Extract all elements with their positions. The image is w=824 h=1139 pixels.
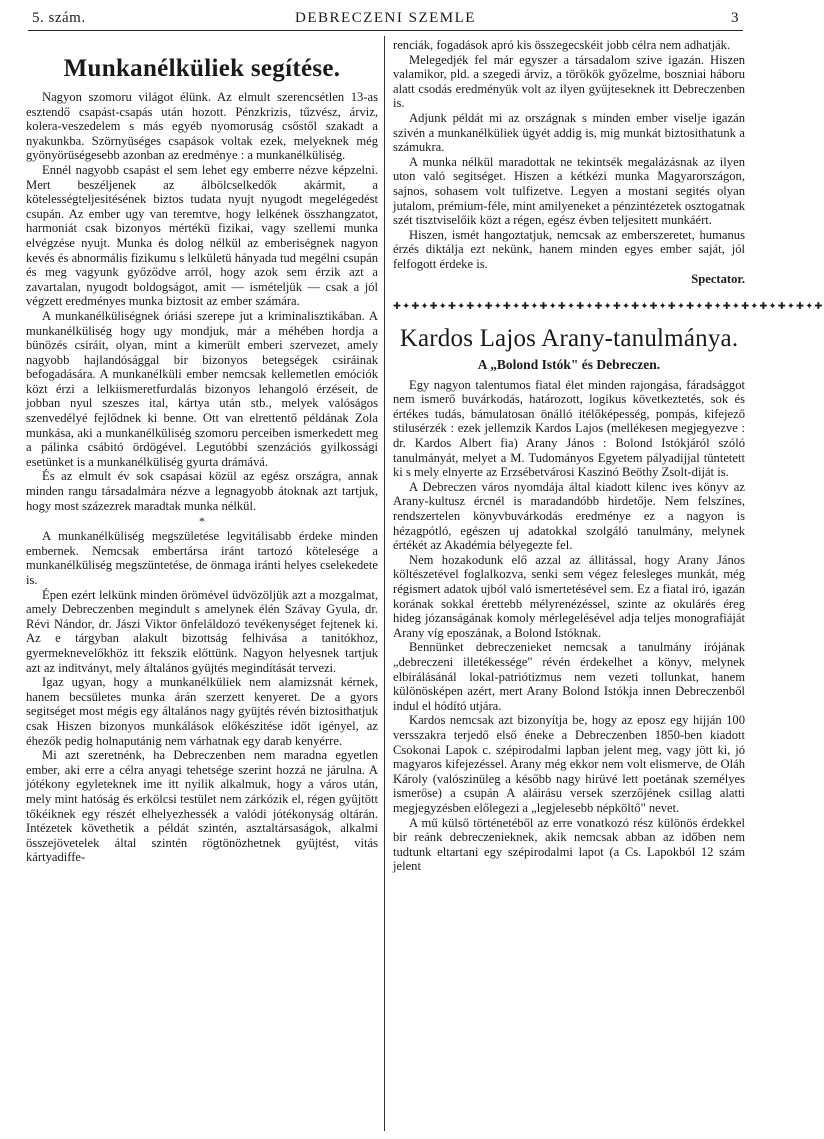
paragraph: És az elmult év sok csapásai közül az egész országra, annak minden rangu társadalmára nézve a legnagyobb átoknak azt tartjuk, hogy most százezrek maradtak munka nélkül. xyxy=(26,469,378,513)
issue-number: 5. szám. xyxy=(32,10,86,26)
paragraph: Egy nagyon talentumos fiatal élet minden rajongása, fáradsággot nem ismerő buvárkodás, határozott, logikus következtetés, sok és értékes tudás, bámulatosan önálló itélőképesség, pompás, kifejező stilusérzék : ezek jellemzik Kardos Lajos (mellékesen megjegyezve : dr. Kardos Albert fia) Arany János : Bolond Istókjáról szóló tanulmányát, melyet a M. Tudományos Egyetem pályadijjal tüntetett ki s mely elnyerte az Erzsébetvárosi Kaszinó Beöthy Zsolt-diját is. xyxy=(393,377,745,480)
ornamental-divider: ✚✦✚✦✚✦✚✦✚✦✚✦✚✦✚✦✚✦✚✦✚✦✚✦✚✦✚✦✚✦✚✦✚✦✚✦✚✦✚✦✚✦✚✦✚✦✚ xyxy=(393,302,824,313)
paragraph: Hiszen, ismét hangoztatjuk, nemcsak az emberszeretet, humanus érzés diktálja ezt nekünk, hanem minden egyes ember saját, jól felfogott érdeke is. xyxy=(393,227,745,271)
paragraph: Épen ezért lelkünk minden örömével üdvözöljük azt a mozgalmat, amely Debreczenben megindult s amelynek élén Szávay Gyula, dr. Révi Nándor, dr. Jászi Viktor önfeláldozó tevékenységet fejtenek ki. Az e tárgyban alakult bizottság felhivása a tanitókhoz, gyermeknevelőkhöz itt fekszik előttünk. Nagyon helyesnek tartjuk azt az inditványt, mely általános gyüjtés megindítását tervezi. xyxy=(26,587,378,675)
paragraph: Adjunk példát mi az országnak s minden ember viselje igazán szivén a munkanélküliek ügyét addig is, mig munkát biztosithatunk a számukra. xyxy=(393,110,745,155)
article-title-kardos: Kardos Lajos Arany-tanulmánya. xyxy=(399,325,739,353)
paragraph: A munkanélküliség megszületése legvitálisabb érdeke minden embernek. Nemcsak embertársa iránt tartozó kötelesége a munkanélküliség megszüntetése, de önmaga iránti helyes cselekedete is. xyxy=(26,529,378,587)
paragraph: Nagyon szomoru világot élünk. Az elmult szerencsétlen 13-as esztendő csapást-csapás után hozott. Pénzkrizis, tűzvész, árviz, kolera-veszedelem s más egyéb nyomoruság csőstől szakadt a nyakunkba. Szörnyüséges csapások voltak ezek, melyeknek még gyönyörüségesebb azonban az eredménye : a munkanélküliség. xyxy=(26,90,378,163)
page-header xyxy=(28,6,743,31)
article-title-unemployed: Munkanélküliek segítése. xyxy=(63,55,341,82)
right-column xyxy=(393,38,824,874)
paragraph: Kardos nemcsak azt bizonyítja be, hogy az eposz egy hijján 100 versszakra terjedő első éneke a Debreczenben 1850-ben kiadott Csokonai Lapok c. szépirodalmi lapban jelent meg, vagy jött ki, jó magyaros kifejezéssel. Arany még ekkor nem volt elismerve, de Oláh Károly (valószinüleg a később nagy hirüvé lett poetának személyes ismerőse) a csupán A aláirásu versek szerzőjének csillag alatti megjegyzésben előlegezi a „legjelesebb népköltő" nevet. xyxy=(393,713,745,815)
paragraph: Nem hozakodunk elő azzal az állitással, hogy Arany János költészetével foglalkozva, senki sem végez felesleges munkát, még régismert adatok ujból való ismertetésével sem. Ez a fiatal iró, igazán korának sokkal érettebb mélyrenézéssel, szinte az okulárés éreg hideg józanságának komoly mérlegelésével adja teljes monografiáját Arany víg eposzának, a Bolond Istóknak. xyxy=(393,552,745,640)
section-separator: * xyxy=(199,514,205,529)
page-number: 3 xyxy=(731,10,739,26)
paragraph: Ennél nagyobb csapást el sem lehet egy emberre nézve képzelni. Mert beszéljenek az álbölcselkedők akármit, a kötelességteljesitésének biztos tudata nyujt nyugodt megelégedést csupán. Az ember ugy van teremtve, hogy lelkének összhangzatot, harmoniát csak bizonyos mértékü fizikai, vagy szellemi munka elvégzése nyujt. Munka és dolog nélkül az emberiségnek nagyon kevés és abnormális fizikumu s lelkületü hányada tud megélni csupán és meg vagyunk győződve arról, hogy azok sem érzik azt a zavartalan, nyugodt boldogságot, amit — ismételjük — csak a jól végzett eredményes munka biztosit az ember számára. xyxy=(26,162,378,309)
paragraph: Igaz ugyan, hogy a munkanélküliek nem alamizsnát kérnek, hanem becsületes munka árán szerzett kenyeret. De a gyors segitséget most mégis egy általános nagy gyüjtés révén biztosithatjuk csak Hiszen bizonyos munkálások előkészitése időt igényel, az éhezők pedig holnaputánig nem várhatnak egy darab kenyérre. xyxy=(26,675,378,748)
author-signature: Spectator. xyxy=(691,271,745,286)
paragraph: Mi azt szeretnénk, ha Debreczenben nem maradna egyetlen ember, aki erre a célra anyagi tehetsége szerint hozzá ne járulna. A jótékony egyleteknek ime itt nyilik alkalmuk, hogy a város után, mely mint hatóság és erkölcsi testület nem zárkózik el, régen gyüjtött tőkéiknek egy részét elhelyezhessék a valódi jótékonyság oltárán. Intézetek követhetik a példát szintén, asztaltársaságok, alkalmi összejövetelek által szintén rögtönözhetnek gyüjtést, vitás kártyadiffe- xyxy=(26,748,378,865)
journal-title: DEBRECZENI SZEMLE xyxy=(295,10,476,26)
paragraph: Bennünket debreczenieket nemcsak a tanulmány irójának „debreczeni illetékessége" révén érdekelhet a könyv, melynek elbirálásánál lokal-patriótizmus nem vezeti tollunkat, hanem különösképen azért, mert Arany Bolond Istókja innen Debreczenből indul el hódító utjára. xyxy=(393,640,745,713)
paragraph: A mű külső történetéből az erre vonatkozó rész különös érdekkel bir reánk debreczenieknek, akik nemcsak abban az időben nem tudtunk eltartani egy szépirodalmi lapot (a Cs. Lapokból 12 szám jelent xyxy=(393,815,745,874)
column-divider xyxy=(384,36,385,1131)
paragraph: Melegedjék fel már egyszer a társadalom szive igazán. Hiszen valamikor, pld. a szegedi árviz, a törökök győzelme, boszniai háboru alatt csodás eredményük volt az ilyen gyüjteseknek itt Debreczenben is. xyxy=(393,52,745,111)
article-subtitle: A „Bolond Istók" és Debreczen. xyxy=(477,357,661,373)
paragraph: renciák, fogadások apró kis összegecskéit jobb célra nem adhatják. xyxy=(393,38,731,52)
paragraph: A Debreczen város nyomdája által kiadott kilenc ives könyv az Arany-kultusz ércnél is maradandóbb hirdetője. Nem felszínes, rendszertelen könyvbuvárkodás eredménye ez a nagyon is hézagpótló, egészen uj adatokkal szolgáló tanulmány, melynek értékét az Akadémia bélyegezte fel. xyxy=(393,479,745,553)
paragraph: A munka nélkül maradottak ne tekintsék megalázásnak az ilyen uton való segitséget. Hiszen a kétkézi munka Magyarországon, sajnos, sohasem volt tulfizetve. Legyen a mostani segités olyan jutalom, prémium-féle, mint amilyeneket a pénzintézetek osztogatnak szét tisztviselőik közt a régen, egész évben teljesitett munkáért. xyxy=(393,154,745,228)
left-column xyxy=(26,38,378,865)
paragraph: A munkanélküliségnek óriási szerepe jut a kriminalisztikában. A munkanélküliség hogy ugy mondjuk, már a méhében hordja a bünözés csiráit, olyan, mint a kimerült emberi szervezet, amely nagyobb hajlandósággal bir bizonyos betegségek csiráinak befogadására. A munkanélküli ember nemcsak kellemetlen emóciók közt érzi a lelkiismeretfurdalás bizonyos lehangoló érzéseit, de jobban nyul szeszes ital, kártya után stb., melyek valóságos szenvedélyé fejlődnek ki benne. Ott van elrettentő példának Zola munkása, aki a munkanélküliség szomoru perceiben ismerkedett meg a pálinka csábitó ördögével. Legutóbbi szenzációs gyilkossági esetünket is a munkanélküliség gyurta drámává. xyxy=(26,308,378,469)
